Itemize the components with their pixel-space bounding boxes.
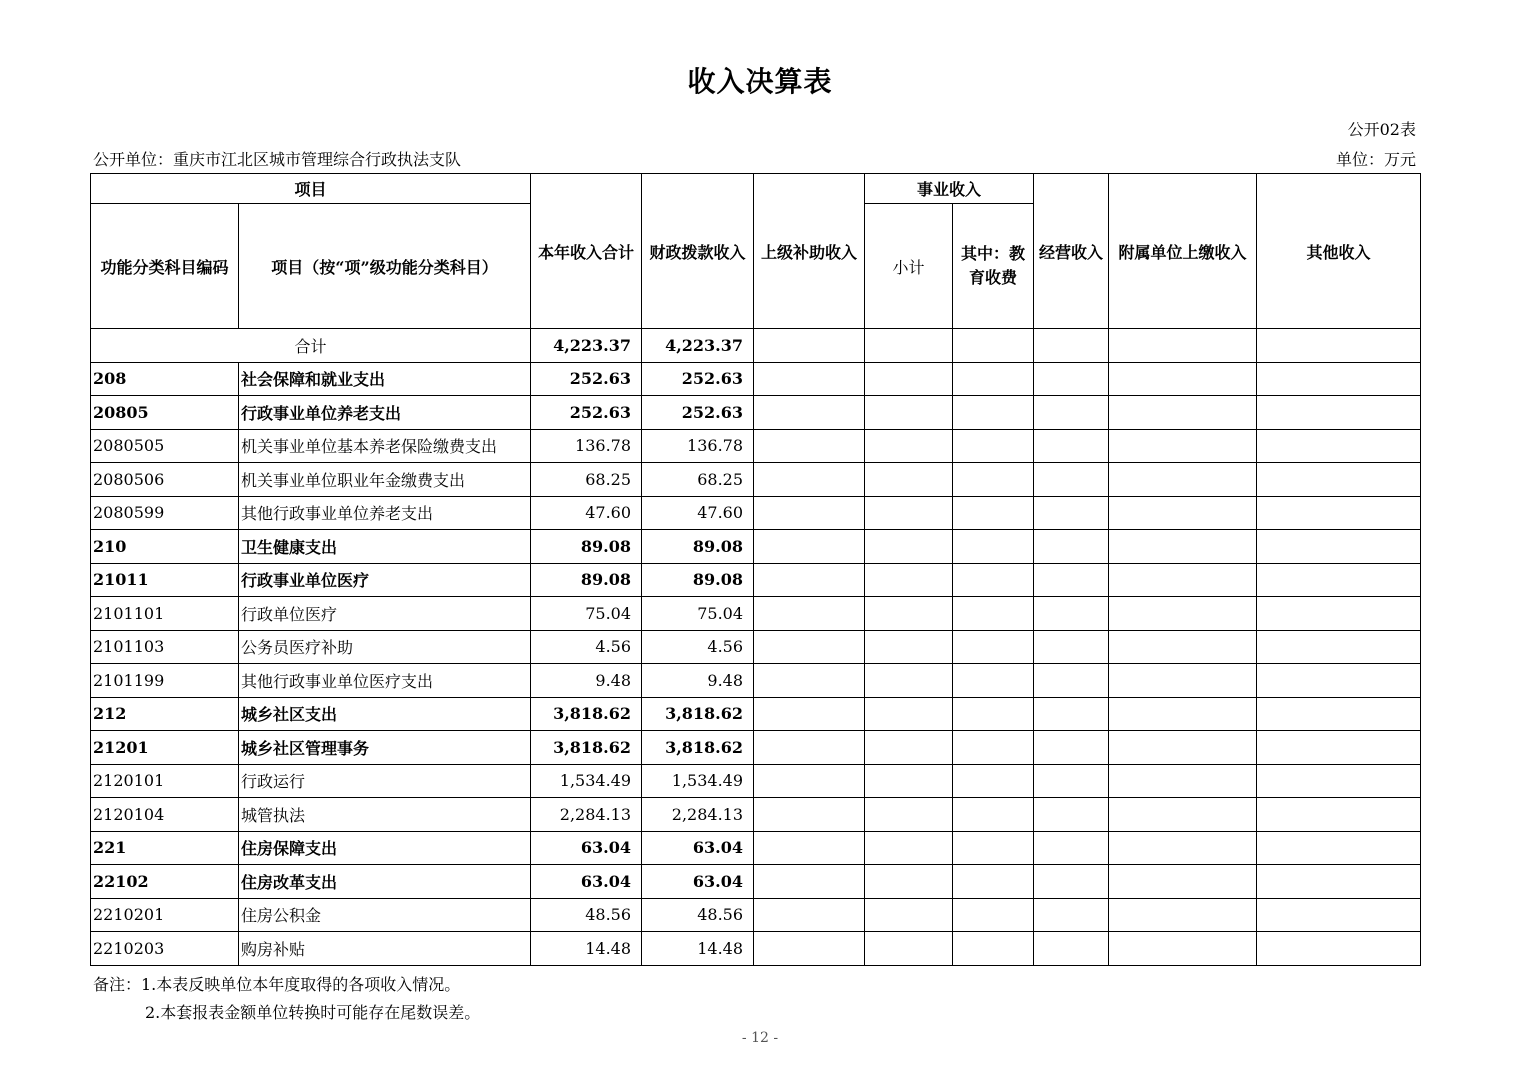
row-career-subtotal (865, 831, 953, 865)
row-total-income: 3,818.62 (531, 697, 642, 731)
row-total-income: 4.56 (531, 630, 642, 664)
table-row (91, 932, 1421, 966)
row-fiscal-income: 252.63 (642, 362, 754, 396)
header-business: 经营收入 (1034, 174, 1109, 329)
table-row (91, 362, 1421, 396)
row-business (1034, 396, 1109, 430)
row-other (1257, 798, 1421, 832)
page-title: 收入决算表 (687, 65, 833, 98)
row-affiliated (1109, 362, 1257, 396)
row-total-income: 75.04 (531, 597, 642, 631)
row-fiscal-income: 63.04 (642, 831, 754, 865)
row-education (953, 664, 1034, 698)
row-affiliated (1109, 597, 1257, 631)
table-row (91, 429, 1421, 463)
income-table (90, 173, 1421, 966)
row-code: 208 (91, 362, 239, 396)
total-fiscal: 4,223.37 (642, 329, 754, 363)
row-affiliated (1109, 396, 1257, 430)
row-name: 城乡社区管理事务 (239, 731, 531, 765)
row-total-income: 63.04 (531, 865, 642, 899)
table-row (91, 530, 1421, 564)
row-name: 城乡社区支出 (239, 697, 531, 731)
table-number: 公开02表 (1347, 120, 1416, 139)
row-business (1034, 798, 1109, 832)
row-total-income: 252.63 (531, 362, 642, 396)
row-career-subtotal (865, 898, 953, 932)
row-name: 机关事业单位职业年金缴费支出 (239, 463, 531, 497)
row-name: 行政事业单位养老支出 (239, 396, 531, 430)
row-superior (754, 530, 865, 564)
row-business (1034, 865, 1109, 899)
row-name: 行政事业单位医疗 (239, 563, 531, 597)
row-education (953, 697, 1034, 731)
header-career: 事业收入 (865, 174, 1034, 204)
row-career-subtotal (865, 463, 953, 497)
row-fiscal-income: 2,284.13 (642, 798, 754, 832)
row-affiliated (1109, 798, 1257, 832)
row-business (1034, 463, 1109, 497)
row-affiliated (1109, 898, 1257, 932)
row-affiliated (1109, 664, 1257, 698)
row-total-income: 89.08 (531, 530, 642, 564)
row-other (1257, 932, 1421, 966)
row-career-subtotal (865, 563, 953, 597)
row-fiscal-income: 75.04 (642, 597, 754, 631)
row-business (1034, 664, 1109, 698)
row-education (953, 731, 1034, 765)
row-other (1257, 731, 1421, 765)
row-code: 2101199 (91, 664, 239, 698)
row-affiliated (1109, 865, 1257, 899)
table-row (91, 597, 1421, 631)
row-superior (754, 429, 865, 463)
row-fiscal-income: 63.04 (642, 865, 754, 899)
reporting-unit: 公开单位：重庆市江北区城市管理综合行政执法支队 (93, 150, 462, 169)
table-row (91, 898, 1421, 932)
row-code: 21011 (91, 563, 239, 597)
row-other (1257, 396, 1421, 430)
row-superior (754, 764, 865, 798)
row-superior (754, 898, 865, 932)
row-education (953, 764, 1034, 798)
row-other (1257, 463, 1421, 497)
row-fiscal-income: 47.60 (642, 496, 754, 530)
row-superior (754, 731, 865, 765)
header-name: 项目（按“项”级功能分类科目） (239, 204, 531, 329)
table-body (91, 329, 1421, 966)
row-education (953, 463, 1034, 497)
row-superior (754, 362, 865, 396)
row-affiliated (1109, 630, 1257, 664)
total-label: 合计 (91, 329, 531, 363)
row-superior (754, 463, 865, 497)
row-superior (754, 697, 865, 731)
row-other (1257, 630, 1421, 664)
row-career-subtotal (865, 396, 953, 430)
row-code: 2101103 (91, 630, 239, 664)
row-name: 其他行政事业单位养老支出 (239, 496, 531, 530)
row-code: 2101101 (91, 597, 239, 631)
note-line-1: 备注：1.本表反映单位本年度取得的各项收入情况。 (93, 975, 461, 994)
note-line-2: 2.本套报表金额单位转换时可能存在尾数误差。 (145, 1003, 481, 1022)
row-education (953, 530, 1034, 564)
row-other (1257, 597, 1421, 631)
row-education (953, 630, 1034, 664)
row-fiscal-income: 3,818.62 (642, 697, 754, 731)
table-row (91, 664, 1421, 698)
table-row (91, 630, 1421, 664)
row-affiliated (1109, 697, 1257, 731)
row-total-income: 9.48 (531, 664, 642, 698)
row-code: 2120101 (91, 764, 239, 798)
table-row (91, 396, 1421, 430)
row-career-subtotal (865, 597, 953, 631)
table-row (91, 697, 1421, 731)
row-superior (754, 664, 865, 698)
row-education (953, 496, 1034, 530)
row-name: 住房公积金 (239, 898, 531, 932)
row-business (1034, 597, 1109, 631)
row-code: 212 (91, 697, 239, 731)
row-other (1257, 898, 1421, 932)
row-code: 22102 (91, 865, 239, 899)
row-business (1034, 697, 1109, 731)
header-superior: 上级补助收入 (754, 174, 865, 329)
row-career-subtotal (865, 362, 953, 396)
row-fiscal-income: 89.08 (642, 530, 754, 564)
row-business (1034, 831, 1109, 865)
row-education (953, 597, 1034, 631)
row-other (1257, 697, 1421, 731)
row-fiscal-income: 14.48 (642, 932, 754, 966)
row-superior (754, 865, 865, 899)
row-fiscal-income: 1,534.49 (642, 764, 754, 798)
row-fiscal-income: 48.56 (642, 898, 754, 932)
row-career-subtotal (865, 429, 953, 463)
row-name: 住房保障支出 (239, 831, 531, 865)
row-affiliated (1109, 731, 1257, 765)
row-education (953, 362, 1034, 396)
row-fiscal-income: 136.78 (642, 429, 754, 463)
page-number: - 12 - (741, 1030, 779, 1046)
row-business (1034, 496, 1109, 530)
row-other (1257, 664, 1421, 698)
row-career-subtotal (865, 697, 953, 731)
row-superior (754, 630, 865, 664)
row-business (1034, 530, 1109, 564)
row-other (1257, 764, 1421, 798)
row-business (1034, 630, 1109, 664)
row-affiliated (1109, 563, 1257, 597)
table-row (91, 463, 1421, 497)
row-total-income: 136.78 (531, 429, 642, 463)
header-fiscal: 财政拨款收入 (642, 174, 754, 329)
row-name: 社会保障和就业支出 (239, 362, 531, 396)
row-total-income: 14.48 (531, 932, 642, 966)
row-total-income: 63.04 (531, 831, 642, 865)
row-code: 2210201 (91, 898, 239, 932)
row-name: 行政运行 (239, 764, 531, 798)
row-total-income: 89.08 (531, 563, 642, 597)
total-income: 4,223.37 (531, 329, 642, 363)
row-code: 2080599 (91, 496, 239, 530)
row-business (1034, 932, 1109, 966)
row-total-income: 68.25 (531, 463, 642, 497)
row-other (1257, 429, 1421, 463)
row-business (1034, 764, 1109, 798)
row-name: 机关事业单位基本养老保险缴费支出 (239, 429, 531, 463)
row-business (1034, 429, 1109, 463)
row-superior (754, 932, 865, 966)
row-fiscal-income: 89.08 (642, 563, 754, 597)
row-total-income: 1,534.49 (531, 764, 642, 798)
row-fiscal-income: 3,818.62 (642, 731, 754, 765)
row-affiliated (1109, 932, 1257, 966)
row-career-subtotal (865, 496, 953, 530)
row-name: 城管执法 (239, 798, 531, 832)
row-code: 2210203 (91, 932, 239, 966)
row-name: 其他行政事业单位医疗支出 (239, 664, 531, 698)
row-name: 卫生健康支出 (239, 530, 531, 564)
header-other: 其他收入 (1257, 174, 1421, 329)
row-total-income: 252.63 (531, 396, 642, 430)
row-affiliated (1109, 463, 1257, 497)
table-row (91, 731, 1421, 765)
row-affiliated (1109, 530, 1257, 564)
header-code: 功能分类科目编码 (91, 204, 239, 329)
row-total-income: 3,818.62 (531, 731, 642, 765)
row-fiscal-income: 9.48 (642, 664, 754, 698)
row-name: 行政单位医疗 (239, 597, 531, 631)
row-superior (754, 496, 865, 530)
row-superior (754, 597, 865, 631)
row-code: 20805 (91, 396, 239, 430)
row-career-subtotal (865, 798, 953, 832)
row-education (953, 932, 1034, 966)
row-total-income: 2,284.13 (531, 798, 642, 832)
row-affiliated (1109, 764, 1257, 798)
row-education (953, 563, 1034, 597)
row-other (1257, 865, 1421, 899)
row-superior (754, 798, 865, 832)
row-career-subtotal (865, 764, 953, 798)
currency-unit: 单位：万元 (1335, 150, 1416, 169)
row-name: 住房改革支出 (239, 865, 531, 899)
row-other (1257, 362, 1421, 396)
total-row (91, 329, 1421, 363)
row-fiscal-income: 4.56 (642, 630, 754, 664)
table-row (91, 563, 1421, 597)
table-row (91, 764, 1421, 798)
row-career-subtotal (865, 932, 953, 966)
row-business (1034, 362, 1109, 396)
row-other (1257, 530, 1421, 564)
row-affiliated (1109, 496, 1257, 530)
row-career-subtotal (865, 731, 953, 765)
row-other (1257, 563, 1421, 597)
row-career-subtotal (865, 630, 953, 664)
row-education (953, 396, 1034, 430)
row-superior (754, 563, 865, 597)
row-code: 2080506 (91, 463, 239, 497)
row-code: 21201 (91, 731, 239, 765)
header-project: 项目 (91, 174, 531, 204)
row-total-income: 47.60 (531, 496, 642, 530)
row-education (953, 831, 1034, 865)
row-fiscal-income: 252.63 (642, 396, 754, 430)
row-code: 221 (91, 831, 239, 865)
row-code: 210 (91, 530, 239, 564)
row-name: 公务员医疗补助 (239, 630, 531, 664)
table-row (91, 496, 1421, 530)
row-business (1034, 731, 1109, 765)
row-other (1257, 831, 1421, 865)
row-code: 2120104 (91, 798, 239, 832)
row-superior (754, 831, 865, 865)
table-row (91, 865, 1421, 899)
row-business (1034, 898, 1109, 932)
row-education (953, 898, 1034, 932)
row-other (1257, 496, 1421, 530)
table-row (91, 798, 1421, 832)
row-affiliated (1109, 429, 1257, 463)
row-business (1034, 563, 1109, 597)
row-fiscal-income: 68.25 (642, 463, 754, 497)
header-education: 其中：教育收费 (953, 204, 1034, 329)
row-education (953, 798, 1034, 832)
row-name: 购房补贴 (239, 932, 531, 966)
row-career-subtotal (865, 865, 953, 899)
header-subtotal: 小计 (865, 204, 953, 329)
row-affiliated (1109, 831, 1257, 865)
table-row (91, 831, 1421, 865)
row-career-subtotal (865, 530, 953, 564)
row-education (953, 429, 1034, 463)
row-superior (754, 396, 865, 430)
row-total-income: 48.56 (531, 898, 642, 932)
header-total: 本年收入合计 (531, 174, 642, 329)
row-education (953, 865, 1034, 899)
row-career-subtotal (865, 664, 953, 698)
header-affiliated: 附属单位上缴收入 (1109, 174, 1257, 329)
row-code: 2080505 (91, 429, 239, 463)
